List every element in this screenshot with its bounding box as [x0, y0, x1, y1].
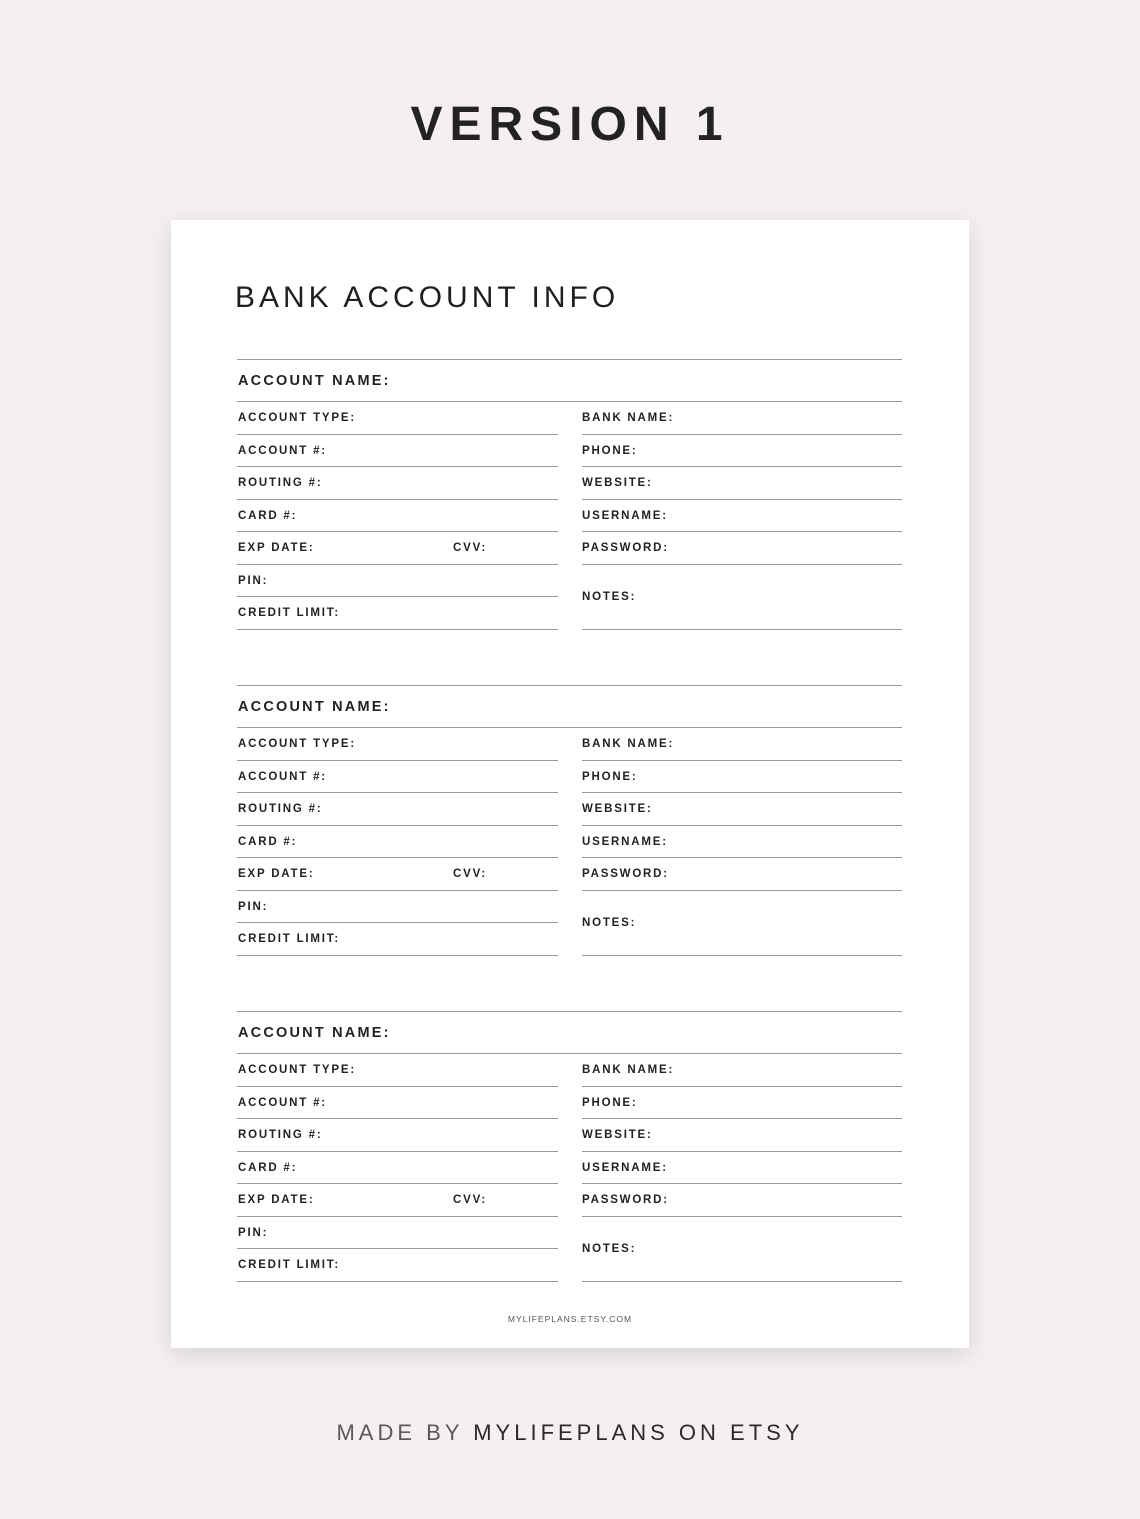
version-heading: VERSION 1 [410, 98, 730, 151]
exp-date-label: EXP DATE: [238, 868, 315, 880]
cvv-label: CVV: [453, 868, 488, 880]
exp-date-line[interactable] [237, 564, 558, 565]
password-label: PASSWORD: [582, 868, 669, 880]
credit-limit-label: CREDIT LIMIT: [238, 933, 340, 945]
account-number-line[interactable] [237, 466, 558, 467]
bank-name-line[interactable] [582, 434, 902, 435]
bank-name-label: BANK NAME: [582, 1064, 675, 1076]
account-type-line[interactable] [237, 760, 558, 761]
username-line[interactable] [582, 531, 902, 532]
credit-limit-label: CREDIT LIMIT: [238, 1259, 340, 1271]
password-line[interactable] [582, 1216, 902, 1217]
exp-date-label: EXP DATE: [238, 1194, 315, 1206]
routing-number-line[interactable] [237, 1151, 558, 1152]
account-section-1 [237, 359, 902, 631]
made-by-brand: MYLIFEPLANS ON ETSY [473, 1420, 804, 1445]
exp-date-line[interactable] [237, 1216, 558, 1217]
phone-label: PHONE: [582, 771, 638, 783]
notes-line[interactable] [582, 955, 902, 956]
pin-label: PIN: [238, 901, 269, 913]
card-number-label: CARD #: [238, 510, 298, 522]
phone-line[interactable] [582, 1118, 902, 1119]
cvv-label: CVV: [453, 1194, 488, 1206]
account-type-label: ACCOUNT TYPE: [238, 738, 356, 750]
account-name-label: ACCOUNT NAME: [238, 1025, 391, 1041]
username-label: USERNAME: [582, 1162, 668, 1174]
website-label: WEBSITE: [582, 477, 653, 489]
sheet-footer-url: MYLIFEPLANS.ETSY.COM [507, 1314, 633, 1324]
password-label: PASSWORD: [582, 542, 669, 554]
section-top-rule [237, 359, 902, 360]
sheet-title: BANK ACCOUNT INFO [235, 281, 620, 314]
pin-line[interactable] [237, 596, 558, 597]
account-section-3 [237, 1011, 902, 1283]
routing-number-line[interactable] [237, 499, 558, 500]
credit-limit-line[interactable] [237, 629, 558, 630]
account-number-line[interactable] [237, 1118, 558, 1119]
notes-line[interactable] [582, 1281, 902, 1282]
account-number-label: ACCOUNT #: [238, 445, 327, 457]
pin-line[interactable] [237, 922, 558, 923]
credit-limit-line[interactable] [237, 955, 558, 956]
bank-name-label: BANK NAME: [582, 412, 675, 424]
website-line[interactable] [582, 825, 902, 826]
account-type-label: ACCOUNT TYPE: [238, 1064, 356, 1076]
credit-limit-label: CREDIT LIMIT: [238, 607, 340, 619]
exp-date-label: EXP DATE: [238, 542, 315, 554]
notes-label: NOTES: [582, 917, 637, 929]
notes-label: NOTES: [582, 591, 637, 603]
bank-name-line[interactable] [582, 1086, 902, 1087]
account-name-rule[interactable] [237, 401, 902, 402]
card-number-label: CARD #: [238, 836, 298, 848]
routing-number-line[interactable] [237, 825, 558, 826]
account-type-label: ACCOUNT TYPE: [238, 412, 356, 424]
username-label: USERNAME: [582, 510, 668, 522]
card-number-line[interactable] [237, 1183, 558, 1184]
made-by-prefix: MADE BY [336, 1420, 464, 1445]
account-type-line[interactable] [237, 1086, 558, 1087]
notes-line[interactable] [582, 629, 902, 630]
username-label: USERNAME: [582, 836, 668, 848]
phone-line[interactable] [582, 466, 902, 467]
bank-name-label: BANK NAME: [582, 738, 675, 750]
pin-label: PIN: [238, 1227, 269, 1239]
account-type-line[interactable] [237, 434, 558, 435]
cvv-label: CVV: [453, 542, 488, 554]
account-number-label: ACCOUNT #: [238, 771, 327, 783]
section-top-rule [237, 685, 902, 686]
notes-label: NOTES: [582, 1243, 637, 1255]
pin-line[interactable] [237, 1248, 558, 1249]
website-line[interactable] [582, 1151, 902, 1152]
account-name-label: ACCOUNT NAME: [238, 699, 391, 715]
pin-label: PIN: [238, 575, 269, 587]
password-label: PASSWORD: [582, 1194, 669, 1206]
phone-line[interactable] [582, 792, 902, 793]
section-top-rule [237, 1011, 902, 1012]
routing-number-label: ROUTING #: [238, 477, 323, 489]
printable-sheet [171, 220, 969, 1348]
phone-label: PHONE: [582, 445, 638, 457]
account-name-rule[interactable] [237, 1053, 902, 1054]
account-section-2 [237, 685, 902, 957]
made-by-caption [0, 1418, 1140, 1448]
website-label: WEBSITE: [582, 1129, 653, 1141]
bank-name-line[interactable] [582, 760, 902, 761]
exp-date-line[interactable] [237, 890, 558, 891]
card-number-label: CARD #: [238, 1162, 298, 1174]
account-name-label: ACCOUNT NAME: [238, 373, 391, 389]
username-line[interactable] [582, 857, 902, 858]
password-line[interactable] [582, 890, 902, 891]
account-number-label: ACCOUNT #: [238, 1097, 327, 1109]
website-label: WEBSITE: [582, 803, 653, 815]
password-line[interactable] [582, 564, 902, 565]
credit-limit-line[interactable] [237, 1281, 558, 1282]
phone-label: PHONE: [582, 1097, 638, 1109]
routing-number-label: ROUTING #: [238, 803, 323, 815]
website-line[interactable] [582, 499, 902, 500]
account-name-rule[interactable] [237, 727, 902, 728]
card-number-line[interactable] [237, 857, 558, 858]
card-number-line[interactable] [237, 531, 558, 532]
account-number-line[interactable] [237, 792, 558, 793]
username-line[interactable] [582, 1183, 902, 1184]
routing-number-label: ROUTING #: [238, 1129, 323, 1141]
